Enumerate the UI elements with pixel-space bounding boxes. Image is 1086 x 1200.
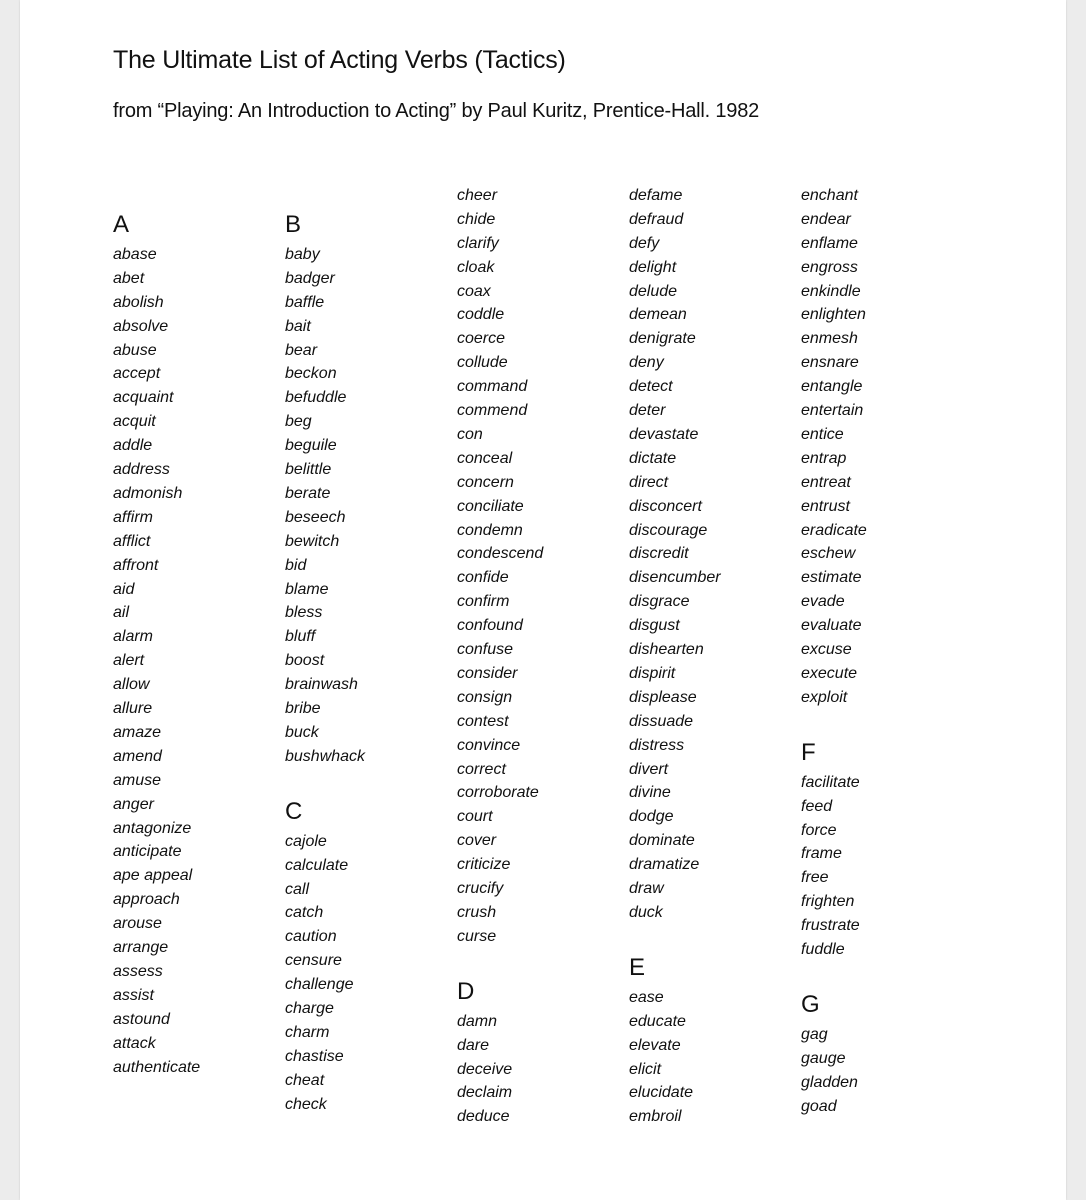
verb-item: ail	[113, 604, 130, 621]
verb-item: discourage	[629, 522, 708, 539]
verb-item: accept	[113, 365, 161, 382]
verb-item: dishearten	[629, 641, 704, 658]
verb-item: authenticate	[113, 1059, 201, 1076]
verb-item: defame	[629, 187, 683, 204]
verb-item: abet	[113, 270, 145, 287]
verb-item: devastate	[629, 426, 699, 443]
verb-item: amend	[113, 748, 162, 765]
verb-item: frustrate	[801, 917, 860, 934]
verb-item: check	[285, 1096, 327, 1113]
verb-item: commend	[457, 402, 528, 419]
verb-item: abuse	[113, 342, 157, 359]
verb-item: contest	[457, 713, 509, 730]
verb-item: boost	[285, 652, 325, 669]
verb-item: affront	[113, 557, 159, 574]
verb-item: educate	[629, 1013, 686, 1030]
letter-heading-a: A	[113, 211, 130, 238]
verb-item: damn	[457, 1013, 498, 1030]
verb-item: defraud	[629, 211, 684, 228]
verb-item: convince	[457, 737, 521, 754]
verb-item: entice	[801, 426, 844, 443]
verb-item: abolish	[113, 294, 164, 311]
verb-item: afflict	[113, 533, 151, 550]
verb-item: frighten	[801, 893, 855, 910]
verb-item: entreat	[801, 474, 851, 491]
verb-item: bribe	[285, 700, 321, 717]
verb-item: consider	[457, 665, 518, 682]
verb-item: acquit	[113, 413, 156, 430]
verb-item: conceal	[457, 450, 513, 467]
verb-item: crush	[457, 904, 497, 921]
verb-item: cheer	[457, 187, 498, 204]
verb-item: condemn	[457, 522, 523, 539]
verb-item: deduce	[457, 1108, 510, 1125]
verb-item: entangle	[801, 378, 863, 395]
verb-item: crucify	[457, 880, 504, 897]
verb-item: belittle	[285, 461, 332, 478]
verb-item: call	[285, 881, 310, 898]
verb-item: buck	[285, 724, 319, 741]
verb-item: badger	[285, 270, 335, 287]
verb-item: embroil	[629, 1108, 682, 1125]
verb-item: bear	[285, 342, 318, 359]
verb-item: allow	[113, 676, 150, 693]
verb-item: cajole	[285, 833, 327, 850]
verb-item: disencumber	[629, 569, 721, 586]
verb-item: facilitate	[801, 774, 860, 791]
verb-item: ease	[629, 989, 664, 1006]
verb-item: entertain	[801, 402, 864, 419]
verb-item: aid	[113, 581, 135, 598]
verb-item: chastise	[285, 1048, 344, 1065]
document-subtitle: from “Playing: An Introduction to Acting” by Paul Kuritz, Prentice-Hall. 1982	[113, 100, 760, 122]
verb-item: admonish	[113, 485, 183, 502]
verb-item: criticize	[457, 856, 511, 873]
verb-item: bless	[285, 604, 323, 621]
verb-item: alert	[113, 652, 145, 669]
verb-item: gauge	[801, 1050, 846, 1067]
verb-item: allure	[113, 700, 153, 717]
verb-item: deceive	[457, 1061, 513, 1078]
letter-heading-b: B	[285, 211, 302, 238]
verb-item: confound	[457, 617, 523, 634]
verb-item: alarm	[113, 628, 154, 645]
verb-item: challenge	[285, 976, 354, 993]
verb-item: displease	[629, 689, 697, 706]
verb-item: beg	[285, 413, 312, 430]
letter-heading-g: G	[801, 991, 820, 1018]
verb-item: elicit	[629, 1061, 662, 1078]
verb-item: confide	[457, 569, 509, 586]
verb-item: blame	[285, 581, 329, 598]
verb-item: acquaint	[113, 389, 174, 406]
verb-item: confirm	[457, 593, 510, 610]
verb-item: beseech	[285, 509, 346, 526]
verb-item: brainwash	[285, 676, 358, 693]
verb-item: draw	[629, 880, 664, 897]
verb-item: excuse	[801, 641, 852, 658]
letter-heading-f: F	[801, 738, 816, 766]
verb-item: feed	[801, 798, 833, 815]
verb-item: bushwhack	[285, 748, 366, 765]
verb-item: addle	[113, 437, 153, 454]
verb-item: direct	[629, 474, 669, 491]
document-page	[20, 0, 1066, 1200]
verb-item: deny	[629, 354, 664, 371]
verb-item: gladden	[801, 1074, 858, 1091]
verb-item: baffle	[285, 294, 325, 311]
verb-item: chide	[457, 211, 496, 228]
document-title: The Ultimate List of Acting Verbs (Tactics)	[113, 46, 566, 74]
verb-item: charge	[285, 1000, 334, 1017]
verb-item: anger	[113, 796, 154, 813]
verb-item: disconcert	[629, 498, 702, 515]
verb-item: calculate	[285, 857, 349, 874]
verb-item: disgust	[629, 617, 680, 634]
verb-item: divine	[629, 784, 671, 801]
verb-item: enflame	[801, 235, 858, 252]
verb-item: defy	[629, 235, 660, 252]
verb-item: dominate	[629, 832, 695, 849]
letter-heading-d: D	[457, 977, 475, 1005]
verb-item: arouse	[113, 915, 162, 932]
verb-item: coerce	[457, 330, 506, 347]
verb-item: condescend	[457, 545, 544, 562]
verb-item: court	[457, 808, 493, 825]
verb-item: dare	[457, 1037, 490, 1054]
verb-item: denigrate	[629, 330, 696, 347]
verb-item: concern	[457, 474, 514, 491]
verb-item: berate	[285, 485, 331, 502]
verb-item: engross	[801, 259, 858, 276]
verb-item: approach	[113, 891, 180, 908]
verb-item: collude	[457, 354, 508, 371]
verb-item: enkindle	[801, 283, 861, 300]
verb-item: correct	[457, 761, 506, 778]
verb-item: dispirit	[629, 665, 676, 682]
verb-item: bluff	[285, 628, 316, 645]
verb-item: censure	[285, 952, 342, 969]
verb-item: assess	[113, 963, 163, 980]
verb-item: bait	[285, 318, 311, 335]
verb-item: ape appeal	[113, 867, 193, 884]
verb-item: beguile	[285, 437, 337, 454]
verb-item: disgrace	[629, 593, 690, 610]
verb-item: deter	[629, 402, 666, 419]
verb-item: cheat	[285, 1072, 325, 1089]
verb-item: frame	[801, 845, 842, 862]
verb-item: detect	[629, 378, 673, 395]
verb-item: enchant	[801, 187, 858, 204]
verb-item: endear	[801, 211, 851, 228]
verb-item: evaluate	[801, 617, 862, 634]
verb-item: affirm	[113, 509, 153, 526]
verb-item: ensnare	[801, 354, 859, 371]
verb-item: eradicate	[801, 522, 867, 539]
verb-item: discredit	[629, 545, 689, 562]
verb-item: duck	[629, 904, 663, 921]
verb-item: elevate	[629, 1037, 681, 1054]
verb-item: force	[801, 822, 837, 839]
verb-item: consign	[457, 689, 513, 706]
verb-item: dissuade	[629, 713, 694, 730]
verb-item: command	[457, 378, 528, 395]
verb-item: amaze	[113, 724, 162, 741]
verb-item: abase	[113, 246, 157, 263]
verb-item: elucidate	[629, 1084, 694, 1101]
verb-item: curse	[457, 928, 497, 945]
verb-item: fuddle	[801, 941, 845, 958]
verb-item: astound	[113, 1011, 170, 1028]
verb-item: eschew	[801, 545, 856, 562]
verb-item: demean	[629, 306, 687, 323]
verb-item: exploit	[801, 689, 848, 706]
letter-heading-e: E	[629, 953, 646, 981]
verb-item: address	[113, 461, 170, 478]
verb-item: declaim	[457, 1084, 513, 1101]
verb-item: baby	[285, 246, 320, 263]
verb-item: antagonize	[113, 820, 192, 837]
verb-item: corroborate	[457, 784, 539, 801]
verb-item: execute	[801, 665, 858, 682]
verb-item: charm	[285, 1024, 330, 1041]
verb-item: arrange	[113, 939, 169, 956]
verb-item: assist	[113, 987, 154, 1004]
verb-item: enlighten	[801, 306, 866, 323]
verb-item: goad	[801, 1098, 837, 1115]
verb-item: conciliate	[457, 498, 524, 515]
verb-item: delight	[629, 259, 677, 276]
verb-item: evade	[801, 593, 845, 610]
verb-item: dramatize	[629, 856, 700, 873]
verb-item: beckon	[285, 365, 337, 382]
verb-item: bid	[285, 557, 307, 574]
verb-item: free	[801, 869, 829, 886]
verb-item: distress	[629, 737, 685, 754]
verb-item: con	[457, 426, 483, 443]
verb-item: clarify	[457, 235, 499, 252]
verb-item: estimate	[801, 569, 862, 586]
verb-item: caution	[285, 928, 337, 945]
verb-item: coax	[457, 283, 491, 300]
verb-item: cover	[457, 832, 497, 849]
verb-item: cloak	[457, 259, 495, 276]
verb-item: catch	[285, 904, 324, 921]
verb-item: confuse	[457, 641, 514, 658]
verb-item: dictate	[629, 450, 677, 467]
letter-heading-c: C	[285, 797, 303, 825]
verb-item: anticipate	[113, 843, 182, 860]
verb-item: gag	[801, 1026, 828, 1043]
verb-item: amuse	[113, 772, 162, 789]
verb-item: attack	[113, 1035, 156, 1052]
verb-item: delude	[629, 283, 678, 300]
verb-item: entrust	[801, 498, 850, 515]
verb-item: dodge	[629, 808, 674, 825]
verb-item: enmesh	[801, 330, 858, 347]
verb-item: divert	[629, 761, 669, 778]
verb-item: absolve	[113, 318, 169, 335]
verb-item: bewitch	[285, 533, 340, 550]
verb-item: coddle	[457, 306, 505, 323]
verb-item: entrap	[801, 450, 847, 467]
verb-item: befuddle	[285, 389, 347, 406]
